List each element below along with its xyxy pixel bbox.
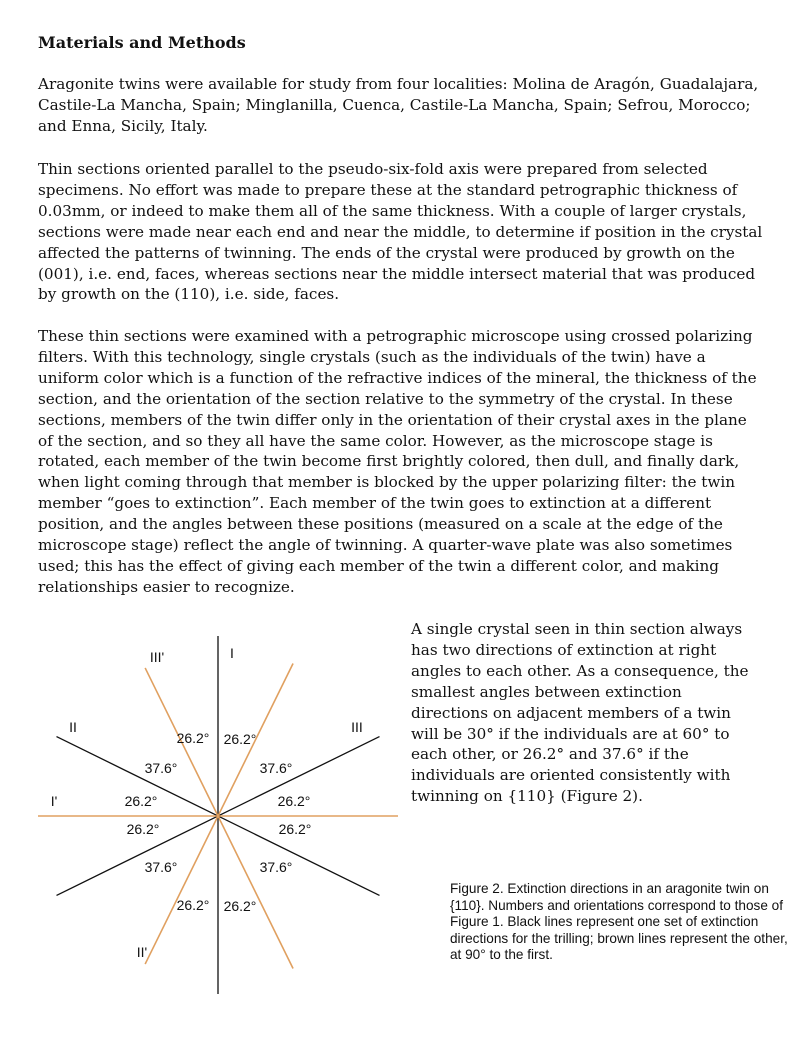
extinction-line-brown-5 [145, 663, 293, 964]
angle-label: 37.6° [144, 760, 178, 776]
angle-label: 26.2° [277, 793, 311, 809]
figure-caption: Figure 2. Extinction directions in an aragonite twin on {110}. Numbers and orientations correspond to those of Figure 1. Black lines represent one set of extinction directions for the trilling; brown lines represent the other, at 90° to the first. [450, 881, 788, 963]
line-label: I' [50, 793, 58, 809]
paragraph-localities: Aragonite twins were available for study from four localities: Molina de Aragón, Guadalajara, Castile-La Mancha, Spain; Minglanilla, Cuenca, Castile-La Mancha, Spain; Sefrou, Morocco; and Enna, Sicily, Italy. [38, 75, 759, 135]
line-label: II [69, 719, 77, 735]
figure-side-text: A single crystal seen in thin section always has two directions of extinction at right angles to each other. As a consequence, the smallest angles between extinction directions on adjacent members of a twin will be 30° if the individuals are at 60° to each other, or 26.2° and 37.6° if the individuals are oriented consistently with twinning on {110} (Figure 2). [411, 620, 749, 806]
angle-label: 26.2° [176, 897, 210, 913]
line-label: II' [136, 944, 148, 960]
angle-label: 37.6° [259, 760, 293, 776]
angle-label: 37.6° [259, 859, 293, 875]
extinction-directions-figure [0, 600, 410, 1000]
extinction-line-brown-6 [145, 668, 293, 969]
angle-label: 26.2° [223, 898, 257, 914]
angle-label: 26.2° [124, 793, 158, 809]
line-label: III' [149, 649, 165, 665]
paragraph-microscopy: These thin sections were examined with a petrographic microscope using crossed polarizing filters. With this technology, single crystals (such as the individuals of the twin) have a uniform color which is a function of the refractive indices of the mineral, the thickness of the section, and the orientation of the section relative to the symmetry of the crystal. In these sections, members of the twin differ only in the orientation of their crystal axes in the plane of the section, and so they all have the same color. However, as the microscope stage is rotated, each member of the twin become first brightly colored, then dull, and finally dark, when light coming through that member is blocked by the upper polarizing filter: the twin member “goes to extinction”. Each member of the twin goes to extinction at a different position, and the angles between these positions (measured on a scale at the edge of the microscope stage) reflect the angle of twinning. A quarter-wave plate was also sometimes used; this has the effect of giving each member of the twin a different color, and making relationships easier to recognize. [38, 327, 757, 596]
angle-label: 37.6° [144, 859, 178, 875]
angle-label: 26.2° [278, 821, 312, 837]
section-heading: Materials and Methods [38, 33, 246, 52]
line-label: I [230, 645, 234, 661]
angle-label: 26.2° [126, 821, 160, 837]
angle-label: 26.2° [176, 730, 210, 746]
angle-label: 26.2° [223, 731, 257, 747]
paragraph-thin-sections: Thin sections oriented parallel to the pseudo-six-fold axis were prepared from selected specimens. No effort was made to prepare these at the standard petrographic thickness of 0.03mm, or indeed to make them all of the same thickness. With a couple of larger crystals, sections were made near each end and near the middle, to determine if position in the crystal affected the patterns of twinning. The ends of the crystal were produced by growth on the (001), i.e. end, faces, whereas sections near the middle intersect material that was produced by growth on the (110), i.e. side, faces. [38, 160, 763, 304]
line-label: III [351, 719, 363, 735]
